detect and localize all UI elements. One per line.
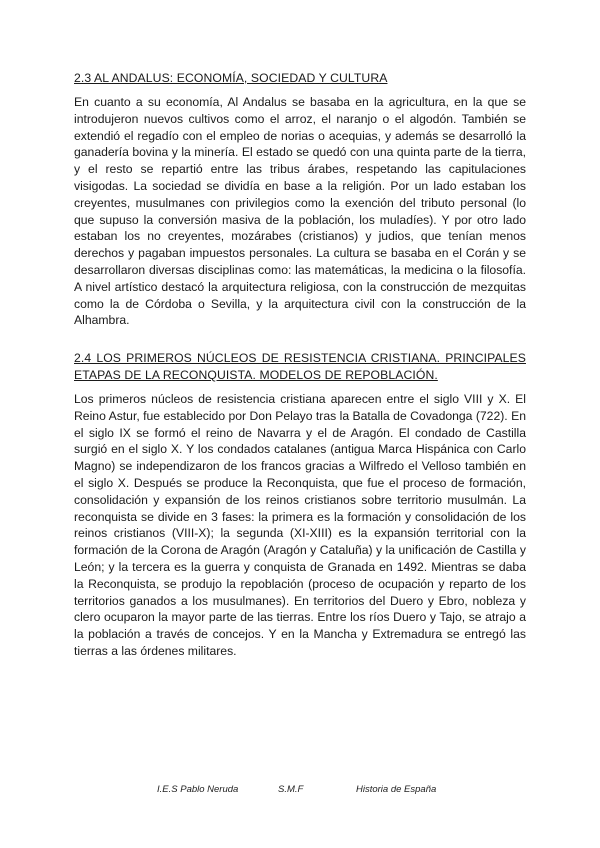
footer-subject: Historia de España bbox=[356, 784, 437, 795]
footer-school: I.E.S Pablo Neruda bbox=[157, 784, 239, 795]
section-heading-reconquista: 2.4 LOS PRIMEROS NÚCLEOS DE RESISTENCIA CRISTIANA. PRINCIPALES ETAPAS DE LA RECONQUISTA. MODELOS DE REPOBLACIÓN. bbox=[74, 351, 526, 382]
footer-initials: S.M.F bbox=[278, 784, 304, 795]
section-body-reconquista: Los primeros núcleos de resistencia cristiana aparecen entre el siglo VIII y X. El Reino Astur, fue establecido por Don Pelayo tras la Batalla de Covadonga (722). En el siglo IX se formó el reino de Navarra y el de Aragón. El condado de Castilla surgió en el siglo X. Y los condados catalanes (antigua Marca Hispánica con Carlo Magno) se independizaron de los francos gracias a Wilfredo el Velloso también en el siglo X. Después se produce la Reconquista, que fue el proceso de formación, consolidación y expansión de los reinos cristianos sobre territorio musulmán. La reconquista se divide en 3 fases: la primera es la formación y consolidación de los reinos cristianos (VIII-X); la segunda (XI-XIII) es la expansión territorial con la formación de la Corona de Aragón (Aragón y Cataluña) y la unificación de Castilla y León; y la tercera es la guerra y conquista de Granada en 1492. Mientras se daba la Reconquista, se produjo la repoblación (proceso de ocupación y reparto de los territorios ganados a los musulmanes). En territorios del Duero y Ebro, nobleza y clero ocuparon la mayor parte de las tierras. Entre los ríos Duero y Tajo, se atrajo a la población a través de concejos. Y en la Mancha y Extremadura se entregó las tierras a las órdenes militares. bbox=[74, 392, 526, 658]
section-heading-al-andalus: 2.3 AL ANDALUS: ECONOMÍA, SOCIEDAD Y CULTURA bbox=[74, 71, 388, 85]
section-body-al-andalus: En cuanto a su economía, Al Andalus se basaba en la agricultura, en la que se introdujeron nuevos cultivos como el arroz, el naranjo o el algodón. También se extendió el regadío con el empleo de norias o acequias, y además se desarrolló la ganadería bovina y la minería. El estado se quedó con una quinta parte de la tierra, y el resto se repartió entre las tribus árabes, respetando las capitulaciones visigodas. La sociedad se dividía en base a la religión. Por un lado estaban los creyentes, musulmanes con privilegios como la exención del tributo personal (lo que supuso la conversión masiva de la población, los muladíes). Y por otro lado estaban los no creyentes, mozárabes (cristianos) y judios, que tenían menos derechos y pagaban impuestos personales. La cultura se basaba en el Corán y se desarrollaron diversas disciplinas como: las matemáticas, la medicina o la filosofía. A nivel artístico destacó la arquitectura religiosa, con la construcción de mezquitas como la de Córdoba o Sevilla, y la arquitectura civil con la construcción de la Alhambra. bbox=[74, 95, 526, 328]
